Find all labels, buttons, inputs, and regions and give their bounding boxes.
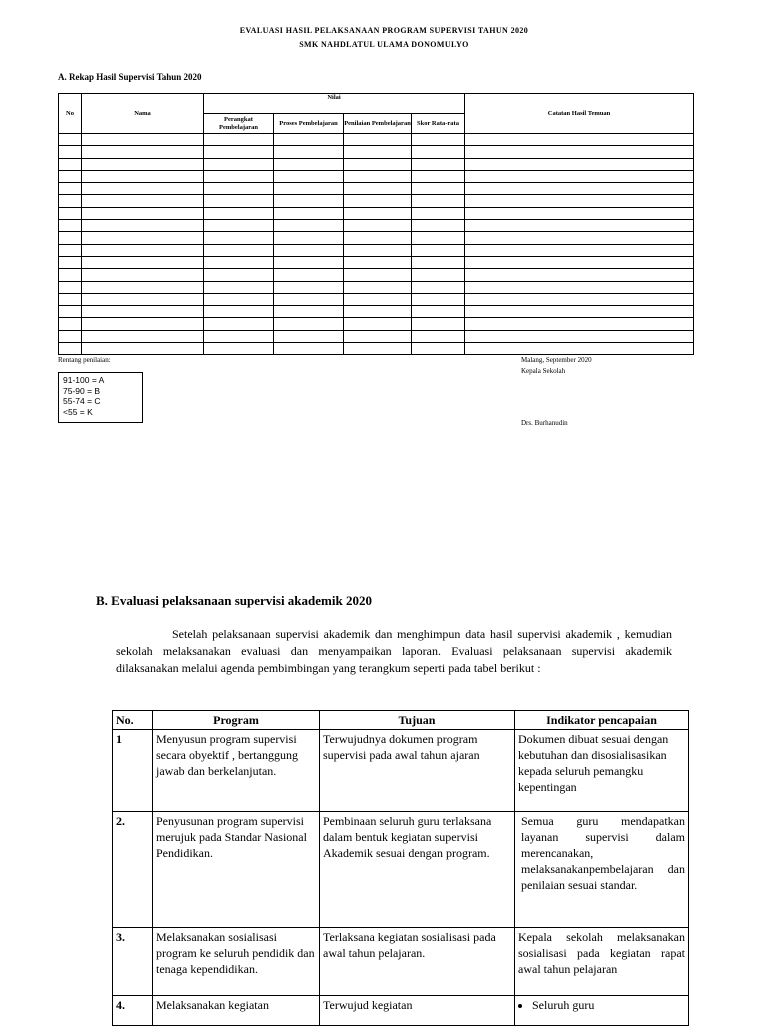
empty-cell — [82, 146, 204, 158]
empty-cell — [465, 256, 694, 268]
empty-cell — [274, 244, 344, 256]
empty-cell — [82, 207, 204, 219]
empty-cell — [344, 306, 412, 318]
empty-cell — [274, 158, 344, 170]
eval-header-no: No. — [113, 711, 153, 730]
table-row — [59, 269, 694, 281]
empty-cell — [412, 330, 465, 342]
row-indikator: Dokumen dibuat sesuai dengan kebutuhan dan disosialisasikan kepada seluruh pemangku kepentingan — [515, 730, 689, 812]
row-tujuan: Terlaksana kegiatan sosialisasi pada awal tahun pelajaran. — [320, 928, 515, 996]
empty-cell — [274, 318, 344, 330]
empty-cell — [412, 134, 465, 146]
row-tujuan: Terwujudnya dokumen program supervisi pada awal tahun ajaran — [320, 730, 515, 812]
table-row — [59, 220, 694, 232]
col-header-perangkat: Perangkat Pembelajaran — [204, 114, 274, 134]
empty-cell — [465, 306, 694, 318]
empty-cell — [59, 343, 82, 355]
table-row — [59, 146, 694, 158]
empty-cell — [204, 269, 274, 281]
empty-cell — [59, 318, 82, 330]
eval-header-tujuan: Tujuan — [320, 711, 515, 730]
empty-cell — [274, 281, 344, 293]
empty-cell — [82, 170, 204, 182]
empty-cell — [82, 244, 204, 256]
empty-cell — [412, 170, 465, 182]
empty-cell — [82, 293, 204, 305]
empty-cell — [344, 318, 412, 330]
empty-cell — [82, 158, 204, 170]
table-row — [59, 170, 694, 182]
empty-cell — [412, 207, 465, 219]
empty-cell — [82, 281, 204, 293]
empty-cell — [82, 195, 204, 207]
empty-cell — [274, 293, 344, 305]
empty-cell — [59, 170, 82, 182]
row-no: 1 — [113, 730, 153, 812]
empty-cell — [59, 269, 82, 281]
empty-cell — [274, 306, 344, 318]
empty-cell — [412, 220, 465, 232]
empty-cell — [344, 207, 412, 219]
table-row — [59, 158, 694, 170]
empty-cell — [204, 318, 274, 330]
empty-cell — [412, 281, 465, 293]
empty-cell — [465, 318, 694, 330]
empty-cell — [465, 269, 694, 281]
empty-cell — [82, 330, 204, 342]
empty-cell — [274, 330, 344, 342]
empty-cell — [82, 343, 204, 355]
empty-cell — [465, 170, 694, 182]
empty-cell — [412, 293, 465, 305]
empty-cell — [344, 146, 412, 158]
eval-header-program: Program — [153, 711, 320, 730]
empty-cell — [59, 220, 82, 232]
empty-cell — [59, 183, 82, 195]
row-tujuan: Terwujud kegiatan — [320, 996, 515, 1026]
grade-line: 55-74 = C — [63, 396, 101, 406]
grade-line: 75-90 = B — [63, 385, 101, 396]
empty-cell — [274, 220, 344, 232]
empty-cell — [274, 146, 344, 158]
row-program: Menyusun program supervisi secara obyektif , bertanggung jawab dan berkelanjutan. — [153, 730, 320, 812]
empty-cell — [412, 183, 465, 195]
col-header-no: No — [59, 94, 82, 134]
empty-cell — [59, 134, 82, 146]
empty-cell — [59, 158, 82, 170]
empty-cell — [344, 183, 412, 195]
empty-cell — [412, 343, 465, 355]
table-row — [59, 293, 694, 305]
empty-cell — [204, 256, 274, 268]
empty-cell — [82, 256, 204, 268]
empty-cell — [82, 318, 204, 330]
empty-cell — [59, 232, 82, 244]
empty-cell — [204, 220, 274, 232]
empty-cell — [82, 183, 204, 195]
row-program: Melaksanakan sosialisasi program ke seluruh pendidik dan tenaga kependidikan. — [153, 928, 320, 996]
rentang-label: Rentang penilaian: — [58, 356, 111, 364]
grade-legend-box — [58, 372, 143, 423]
eval-header-indikator: Indikator pencapaian — [515, 711, 689, 730]
empty-cell — [82, 220, 204, 232]
empty-cell — [344, 269, 412, 281]
row-no: 4. — [113, 996, 153, 1026]
empty-cell — [59, 146, 82, 158]
empty-cell — [344, 158, 412, 170]
table-row — [113, 730, 689, 812]
table-row — [59, 195, 694, 207]
empty-cell — [465, 330, 694, 342]
table-row — [59, 244, 694, 256]
empty-cell — [465, 158, 694, 170]
empty-cell — [412, 318, 465, 330]
empty-cell — [344, 244, 412, 256]
empty-cell — [465, 232, 694, 244]
empty-cell — [274, 183, 344, 195]
empty-cell — [344, 232, 412, 244]
empty-cell — [344, 195, 412, 207]
empty-cell — [204, 293, 274, 305]
empty-cell — [344, 170, 412, 182]
empty-cell — [204, 195, 274, 207]
empty-cell — [59, 207, 82, 219]
empty-cell — [59, 256, 82, 268]
school-name: SMK NAHDLATUL ULAMA DONOMULYO — [299, 40, 469, 49]
grade-line: <55 = K — [63, 406, 93, 417]
evaluasi-table — [112, 710, 689, 1026]
table-row — [59, 281, 694, 293]
section-b-paragraph: Setelah pelaksanaan supervisi akademik dan menghimpun data hasil supervisi akademik , kemudian sekolah melaksanakan evaluasi dan menyampaikan laporan. Evaluasi pelaksanaan supervisi akademik dilaksanakan melalui agenda pembimbingan yang terangkum seperti pada tabel berikut : — [116, 627, 672, 675]
empty-cell — [465, 220, 694, 232]
table-row — [113, 812, 689, 928]
empty-cell — [465, 183, 694, 195]
table-row — [113, 996, 689, 1026]
table-row — [59, 318, 694, 330]
empty-cell — [204, 232, 274, 244]
empty-cell — [412, 158, 465, 170]
row-no: 2. — [113, 812, 153, 928]
row-indikator: Semua guru mendapatkan layanan supervisi dalam merencanakan, melaksanakanpembelajaran dan penilaian sesuai standar. — [515, 812, 689, 928]
empty-cell — [274, 232, 344, 244]
col-header-proses: Proses Pembelajaran — [274, 114, 344, 134]
col-header-penilaian: Penilaian Pembelajaran — [344, 114, 412, 134]
empty-cell — [204, 146, 274, 158]
empty-cell — [204, 170, 274, 182]
grade-line: 91-100 = A — [63, 375, 105, 385]
table-row — [59, 207, 694, 219]
empty-cell — [344, 134, 412, 146]
empty-cell — [465, 207, 694, 219]
empty-cell — [412, 195, 465, 207]
table-row — [59, 232, 694, 244]
signature-name: Drs. Burhanudin — [521, 419, 568, 427]
table-row — [59, 183, 694, 195]
empty-cell — [59, 195, 82, 207]
empty-cell — [412, 232, 465, 244]
row-indikator: • Seluruh guru — [532, 997, 685, 1013]
empty-cell — [204, 306, 274, 318]
empty-cell — [204, 158, 274, 170]
row-program: Penyusunan program supervisi merujuk pada Standar Nasional Pendidikan. — [153, 812, 320, 928]
empty-cell — [82, 232, 204, 244]
empty-cell — [59, 281, 82, 293]
empty-cell — [204, 134, 274, 146]
row-no: 3. — [113, 928, 153, 996]
empty-cell — [465, 244, 694, 256]
empty-cell — [204, 330, 274, 342]
empty-cell — [204, 343, 274, 355]
empty-cell — [344, 293, 412, 305]
table-row — [59, 256, 694, 268]
empty-cell — [274, 134, 344, 146]
empty-cell — [204, 244, 274, 256]
empty-cell — [465, 293, 694, 305]
empty-cell — [204, 281, 274, 293]
empty-cell — [59, 244, 82, 256]
empty-cell — [412, 256, 465, 268]
section-b-heading: B. Evaluasi pelaksanaan supervisi akademik 2020 — [96, 593, 372, 608]
empty-cell — [274, 195, 344, 207]
empty-cell — [82, 269, 204, 281]
col-header-catatan: Catatan Hasil Temuan — [465, 94, 694, 134]
empty-cell — [344, 220, 412, 232]
empty-cell — [274, 343, 344, 355]
row-indikator-cell — [515, 996, 689, 1026]
empty-cell — [204, 207, 274, 219]
table-row — [113, 928, 689, 996]
empty-cell — [274, 207, 344, 219]
empty-cell — [344, 281, 412, 293]
signature-place-date: Malang, September 2020 — [521, 356, 592, 364]
row-program: Melaksanakan kegiatan — [153, 996, 320, 1026]
empty-cell — [412, 306, 465, 318]
col-header-skor: Skor Rata-rata — [412, 114, 465, 134]
empty-cell — [344, 256, 412, 268]
empty-cell — [59, 306, 82, 318]
empty-cell — [59, 293, 82, 305]
col-header-nama: Nama — [82, 94, 204, 134]
empty-cell — [412, 244, 465, 256]
empty-cell — [344, 330, 412, 342]
rekap-table — [58, 93, 694, 355]
table-row — [59, 330, 694, 342]
empty-cell — [274, 170, 344, 182]
empty-cell — [465, 146, 694, 158]
empty-cell — [465, 281, 694, 293]
table-row — [59, 343, 694, 355]
empty-cell — [274, 269, 344, 281]
empty-cell — [204, 183, 274, 195]
empty-cell — [82, 306, 204, 318]
empty-cell — [412, 146, 465, 158]
empty-cell — [465, 195, 694, 207]
empty-cell — [412, 269, 465, 281]
col-header-nilai: Nilai — [204, 94, 465, 114]
row-tujuan: Pembinaan seluruh guru terlaksana dalam bentuk kegiatan supervisi Akademik sesuai dengan program. — [320, 812, 515, 928]
section-a-heading: A. Rekap Hasil Supervisi Tahun 2020 — [58, 72, 202, 82]
empty-cell — [59, 330, 82, 342]
signature-role: Kepala Sekolah — [521, 367, 566, 375]
empty-cell — [274, 256, 344, 268]
empty-cell — [82, 134, 204, 146]
table-row — [59, 134, 694, 146]
empty-cell — [465, 134, 694, 146]
empty-cell — [465, 343, 694, 355]
table-row — [59, 306, 694, 318]
document-title: EVALUASI HASIL PELAKSANAAN PROGRAM SUPERVISI TAHUN 2020 — [239, 26, 529, 35]
empty-cell — [344, 343, 412, 355]
row-indikator: Kepala sekolah melaksanakan sosialisasi pada kegiatan rapat awal tahun pelajaran — [515, 928, 689, 996]
